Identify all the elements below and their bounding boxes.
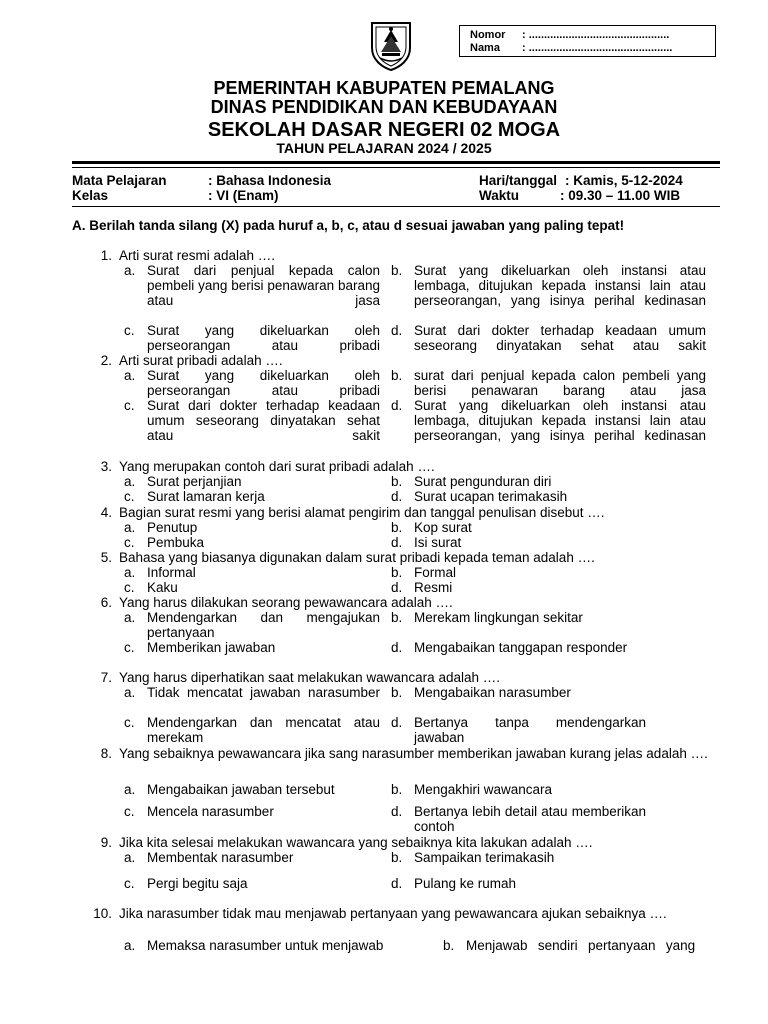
option-text: Kop surat — [414, 520, 472, 535]
option-text: Tidak mencatat jawaban narasumber — [147, 685, 380, 700]
option-letter: d. — [391, 715, 403, 730]
option-text: Mengabaikan jawaban tersebut — [147, 782, 335, 797]
question-number: 6. — [100, 595, 112, 610]
option-letter: d. — [391, 489, 403, 504]
option-letter: d. — [391, 804, 403, 819]
question-number: 5. — [100, 550, 112, 565]
option-text: Surat ucapan terimakasih — [414, 489, 568, 504]
question-number: 1. — [100, 248, 112, 263]
meta-divider — [72, 206, 720, 207]
time-value: : 09.30 – 11.00 WIB — [560, 188, 681, 203]
option-letter: a. — [124, 474, 136, 489]
option-text: Surat yang dikeluarkan oleh perseorangan atau pribadi — [147, 368, 380, 398]
question-number: 8. — [100, 746, 112, 761]
option-letter: c. — [124, 640, 135, 655]
question-text: Bagian surat resmi yang berisi alamat pengirim dan tanggal penulisan disebut …. — [119, 505, 605, 520]
option-letter: d. — [391, 535, 403, 550]
header-divider-thick — [72, 161, 720, 164]
question-text: Yang sebaiknya pewawancara jika sang narasumber memberikan jawaban kurang jelas adalah …. — [119, 746, 708, 761]
option-letter: a. — [124, 850, 136, 865]
option-text: Mendengarkan dan mencatat atau merekam — [147, 715, 380, 745]
option-letter: b. — [391, 263, 403, 278]
option-text: Surat pengunduran diri — [414, 474, 552, 489]
option-letter: b. — [391, 520, 403, 535]
option-text: Formal — [414, 565, 457, 580]
header-academic-year: TAHUN PELAJARAN 2024 / 2025 — [276, 140, 492, 156]
option-letter: c. — [124, 715, 135, 730]
option-text: Surat dari dokter terhadap keadaan umum seseorang dinyatakan sehat atau sakit — [414, 323, 706, 353]
option-letter: c. — [124, 876, 135, 891]
question-number: 3. — [100, 459, 112, 474]
option-letter: b. — [443, 938, 455, 953]
subject-value: : Bahasa Indonesia — [208, 173, 332, 188]
option-letter: b. — [391, 368, 403, 383]
nomor-label: Nomor — [470, 29, 506, 41]
option-letter: d. — [391, 640, 403, 655]
option-letter: b. — [391, 610, 403, 625]
option-text: Surat lamaran kerja — [147, 489, 265, 504]
option-letter: a. — [124, 520, 136, 535]
option-letter: a. — [124, 368, 136, 383]
option-letter: a. — [124, 938, 136, 953]
option-text: Mengabaikan narasumber — [414, 685, 571, 700]
option-letter: b. — [391, 474, 403, 489]
question-text: Yang harus dilakukan seorang pewawancara adalah …. — [119, 595, 453, 610]
option-letter: d. — [391, 876, 403, 891]
option-text: Surat dari penjual kepada calon pembeli yang berisi penawaran barang atau jasa — [147, 263, 380, 308]
question-text: Jika narasumber tidak mau menjawab pertanyaan yang pewawancara ajukan sebaiknya …. — [119, 906, 667, 921]
option-text: Mengakhiri wawancara — [414, 782, 553, 797]
option-letter: b. — [391, 782, 403, 797]
option-text: Memberikan jawaban — [147, 640, 276, 655]
question-text: Yang harus diperhatikan saat melakukan wawancara adalah …. — [119, 670, 500, 685]
header-government: PEMERINTAH KABUPATEN PEMALANG — [213, 78, 555, 98]
option-text: Sampaikan terimakasih — [414, 850, 555, 865]
option-text: Mencela narasumber — [147, 804, 274, 819]
student-id-box — [459, 25, 716, 57]
date-label: Hari/tanggal — [479, 173, 558, 188]
option-text: Menjawab sendiri pertanyaan yang — [466, 938, 696, 953]
class-label: Kelas — [72, 188, 109, 203]
option-text: Mengabaikan tanggapan responder — [414, 640, 628, 655]
option-letter: a. — [124, 685, 136, 700]
option-text: Membentak narasumber — [147, 850, 294, 865]
option-letter: b. — [391, 850, 403, 865]
question-text: Jika kita selesai melakukan wawancara yang sebaiknya kita lakukan adalah …. — [119, 835, 593, 850]
question-number: 9. — [100, 835, 112, 850]
option-text: Penutup — [147, 520, 198, 535]
time-label: Waktu — [479, 188, 519, 203]
option-letter: c. — [124, 580, 135, 595]
option-letter: d. — [391, 323, 403, 338]
nomor-field[interactable]: : .............................................. — [522, 29, 670, 41]
option-text: surat dari penjual kepada calon pembeli yang berisi penawaran barang atau jasa — [414, 368, 706, 398]
question-text: Yang merupakan contoh dari surat pribadi adalah …. — [119, 459, 435, 474]
header-divider-thin — [72, 167, 720, 168]
option-letter: b. — [391, 685, 403, 700]
option-letter: a. — [124, 565, 136, 580]
question-text: Arti surat resmi adalah …. — [119, 248, 276, 263]
option-letter: a. — [124, 610, 136, 625]
option-letter: d. — [391, 398, 403, 413]
option-text: Mendengarkan dan mengajukan pertanyaan — [147, 610, 380, 640]
question-number: 4. — [100, 505, 112, 520]
question-number: 10. — [93, 906, 112, 921]
option-text: Resmi — [414, 580, 453, 595]
option-text: Surat yang dikeluarkan oleh instansi atau lembaga, ditujukan kepada instansi lain atau perseorangan, yang isinya perihal kedinasan — [414, 398, 706, 443]
option-text: Bertanya tanpa mendengarkan jawaban — [414, 715, 646, 745]
option-text: Surat perjanjian — [147, 474, 242, 489]
option-letter: b. — [391, 565, 403, 580]
class-value: : VI (Enam) — [208, 188, 279, 203]
option-text: Surat yang dikeluarkan oleh perseorangan atau pribadi — [147, 323, 380, 353]
option-text: Kaku — [147, 580, 178, 595]
option-letter: c. — [124, 804, 135, 819]
option-letter: a. — [124, 782, 136, 797]
regency-emblem-icon — [368, 20, 414, 72]
option-text: Bertanya lebih detail atau memberikan contoh — [414, 804, 646, 834]
header-school: SEKOLAH DASAR NEGERI 02 MOGA — [207, 119, 561, 141]
option-text: Pulang ke rumah — [414, 876, 517, 891]
option-letter: d. — [391, 580, 403, 595]
question-text: Arti surat pribadi adalah …. — [119, 353, 283, 368]
option-text: Pembuka — [147, 535, 205, 550]
nama-field[interactable]: : ............................................... — [522, 42, 673, 54]
option-text: Informal — [147, 565, 196, 580]
option-letter: a. — [124, 263, 136, 278]
option-text: Surat dari dokter terhadap keadaan umum seseorang dinyatakan sehat atau sakit — [147, 398, 380, 443]
header-department: DINAS PENDIDIKAN DAN KEBUDAYAAN — [210, 97, 558, 117]
option-text: Merekam lingkungan sekitar — [414, 610, 583, 625]
option-text: Memaksa narasumber untuk menjawab — [147, 938, 384, 953]
option-text: Isi surat — [414, 535, 462, 550]
question-number: 7. — [100, 670, 112, 685]
option-letter: c. — [124, 489, 135, 504]
option-text: Pergi begitu saja — [147, 876, 248, 891]
option-text: Surat yang dikeluarkan oleh instansi atau lembaga, ditujukan kepada instansi lain atau perseorangan, yang isinya perihal kedinasan — [414, 263, 706, 308]
option-letter: c. — [124, 398, 135, 413]
option-letter: c. — [124, 323, 135, 338]
question-text: Bahasa yang biasanya digunakan dalam surat pribadi kepada teman adalah …. — [119, 550, 595, 565]
subject-label: Mata Pelajaran — [72, 173, 167, 188]
date-value: : Kamis, 5-12-2024 — [565, 173, 683, 188]
section-a-instruction: A. Berilah tanda silang (X) pada huruf a, b, c, atau d sesuai jawaban yang paling tepat! — [72, 218, 625, 233]
nama-label: Nama — [470, 42, 500, 54]
option-letter: c. — [124, 535, 135, 550]
question-number: 2. — [100, 353, 112, 368]
